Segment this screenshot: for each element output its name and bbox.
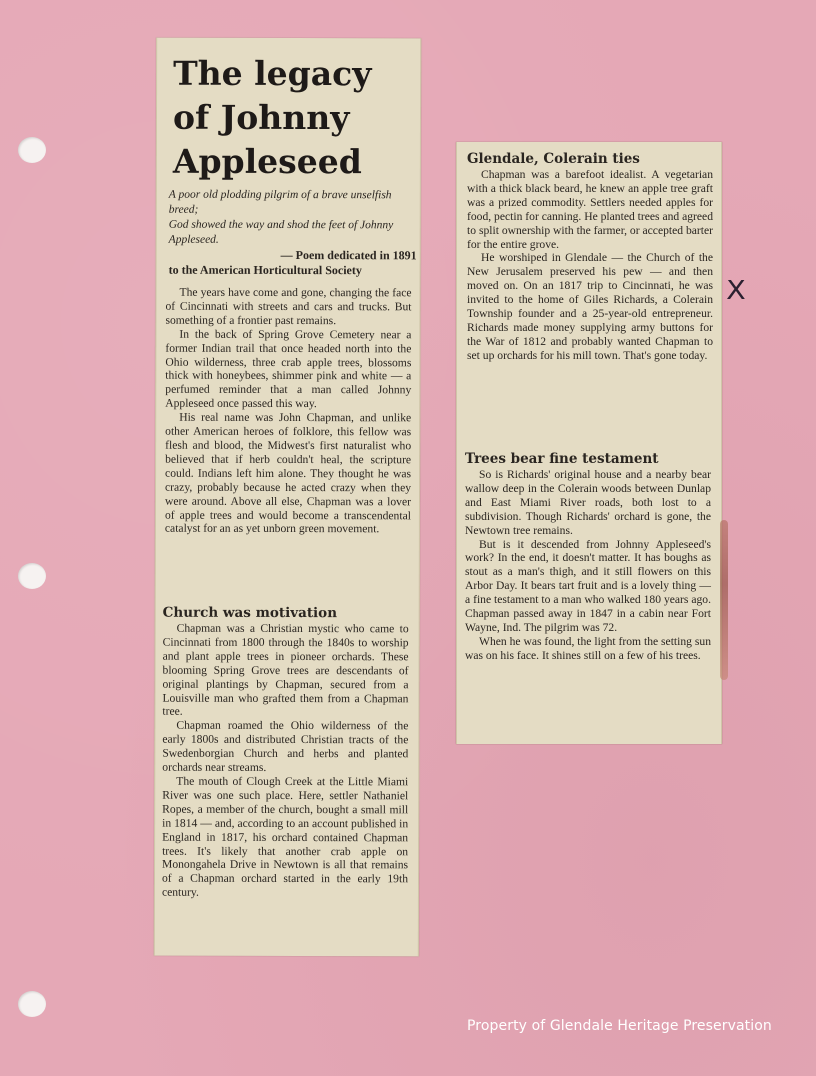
punch-hole-top	[18, 137, 46, 163]
article-headline: The legacy of Johnny Appleseed	[172, 53, 372, 182]
water-stain	[720, 520, 728, 680]
section-heading: Glendale, Colerain ties	[467, 151, 640, 167]
section-heading: Trees bear fine testament	[465, 451, 659, 467]
punch-hole-middle	[18, 563, 46, 589]
paragraph: Chapman roamed the Ohio wilderness of the early 1800s and distributed Christian tracts of the Swedenborgian Church and herbs and planted orchards near streams.	[162, 719, 409, 775]
paragraph: In the back of Spring Grove Cemetery near a former Indian trail that once headed north into the Ohio wilderness, three crab apple trees, blossoms thick with honeybees, shimmer pink and white — a perfumed reminder that a man called Johnny Appleseed once passed this way.	[165, 327, 412, 411]
paragraph: The years have come and gone, changing the face of Cincinnati with streets and cars and trucks. But something of a frontier past remains.	[165, 285, 412, 327]
paragraph: So is Richards' original house and a nearby bear wallow deep in the Colerain woods between Dunlap and East Miami River roads, both lost to a subdivision. Though Richards' orchard is gone, the Newtown tree remains.	[465, 468, 711, 537]
paragraph: The mouth of Clough Creek at the Little Miami River was one such place. Here, settler Nathaniel Ropes, a member of the church, bought a small mill in 1814 — and, according to an account published in England in 1817, his orchard contained Chapman trees. It's likely that another crab apple on Monongahela Drive in Newtown is all that remains of a Chapman orchard started in the early 19th century.	[161, 774, 409, 899]
clipping-right	[456, 142, 722, 744]
epigraph-poem	[169, 188, 417, 249]
epigraph-line: A poor old plodding pilgrim of a brave unselfish breed;	[168, 188, 392, 216]
section-church	[162, 604, 409, 901]
section-glendale	[467, 150, 713, 363]
poem-attribution	[169, 248, 417, 279]
clipping-left	[154, 38, 421, 957]
punch-hole-bottom	[18, 991, 46, 1017]
attribution-line: to the American Horticultural Society	[168, 262, 362, 278]
paragraph: Chapman was a barefoot idealist. A vegetarian with a thick black beard, he knew an apple tree graft was a prized commodity. Settlers needed apples for food, pectin for canning. He planted trees and agreed to split ownership with the farmer, or accepted barter for the entire grove.	[467, 168, 713, 251]
paragraph: But is it descended from Johnny Appleseed's work? In the end, it doesn't matter. It has boughs as stout as a man's thigh, and it still flowers on this Arbor Day. It bears tart fruit and is a lovely thing — a fine testament to a man who walked 180 years ago. Chapman passed away in 1847 in a cabin near Fort Wayne, Ind. The pilgrim was 72.	[465, 537, 711, 634]
article-body-intro	[165, 286, 412, 537]
margin-mark: X	[726, 276, 746, 306]
section-trees	[465, 450, 711, 663]
paragraph: He worshiped in Glendale — the Church of the New Jerusalem preserved his pew — and then moved on. On an 1817 trip to Cincinnati, he was invited to the home of Giles Richards, a Colerain Township founder and a 25-year-old entrepreneur. Richards made money supplying army buttons for the War of 1812 and probably wanted Chapman to set up orchards for his mill town. That's gone today.	[467, 251, 713, 362]
footer-credit: Property of Glendale Heritage Preservation	[467, 1018, 772, 1034]
attribution-line: — Poem dedicated in 1891	[280, 247, 417, 263]
paragraph: Chapman was a Christian mystic who came to Cincinnati from 1800 through the 1840s to worship and plant apple trees in pioneer orchards. These blooming Spring Grove trees are descendants of original plantings by Chapman, secured from a Louisville man who grafted them from a Chapman tree.	[162, 621, 409, 719]
paragraph: His real name was John Chapman, and unlike other American heroes of folklore, this fellow was flesh and blood, the Midwest's first naturalist who believed that if herb couldn't heal, the scripture could. Indians left him alone. They thought he was crazy, probably because he acted crazy when they were around. Above all else, Chapman was a lover of apple trees and would become a transcendental catalyst for an as yet unborn green movement.	[164, 410, 412, 536]
epigraph-line: God showed the way and shod the feet of Johnny Appleseed.	[168, 218, 394, 246]
section-heading: Church was motivation	[162, 604, 338, 622]
paragraph: When he was found, the light from the setting sun was on his face. It shines still on a few of his trees.	[465, 634, 711, 662]
